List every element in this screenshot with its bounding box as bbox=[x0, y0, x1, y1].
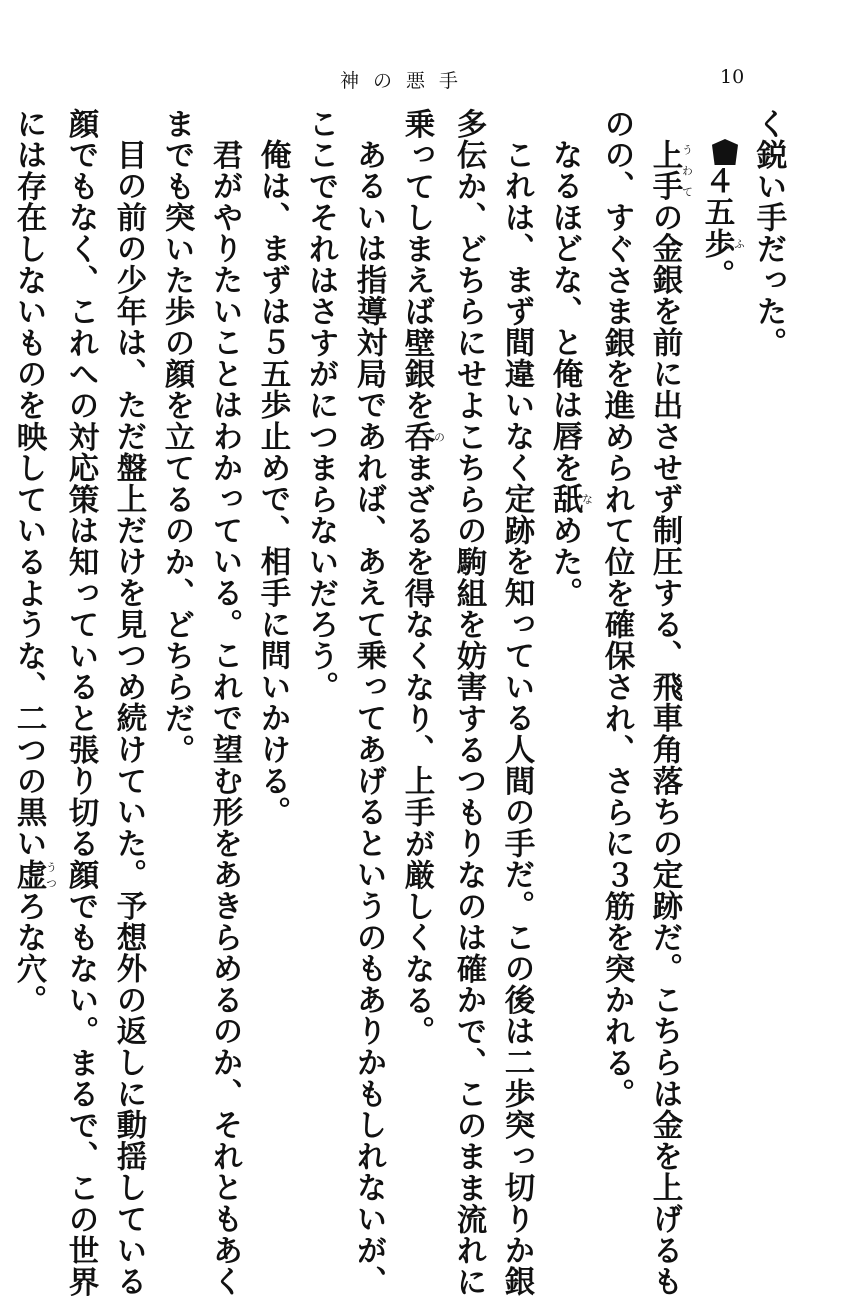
text-line-3: 上手うわての金銀を前に出させず制圧する、飛車角落ちの定跡だ。こちらは金を上げるも bbox=[647, 139, 694, 1297]
text-line-14: 目の前の少年は、ただ盤上だけを見つめ続けていた。予想外の返しに動揺している bbox=[111, 139, 147, 1297]
text-line-5: なるほどな、と俺は唇を舐なめた。 bbox=[547, 139, 594, 609]
text-line-4: のの、すぐさま銀を進められて位を確保され、さらに３筋を突かれる。 bbox=[599, 108, 635, 1110]
text-line-13: までも突いた歩の顔を立てるのか、どちらだ。 bbox=[159, 108, 195, 766]
text-line-10: ここでそれはさすがにつまらないだろう。 bbox=[303, 108, 339, 703]
vertical-body-text bbox=[11, 108, 793, 1297]
ruby-fu: 歩ふ bbox=[699, 227, 746, 259]
text-line-6: これは、まず間違いなく定跡を知っている人間の手だ。この後は二歩突っ切りか銀 bbox=[499, 139, 535, 1297]
ruby-utsu: 虚うつ bbox=[11, 859, 58, 891]
text-line-15: 顔でもなく、これへの対応策は知っていると張り切る顔でもない。まるで、この世界 bbox=[63, 108, 99, 1297]
text-line-1: く鋭い手だった。 bbox=[751, 108, 787, 359]
text-line-7: 多伝か、どちらにせよこちらの駒組を妨害するつもりなのは確かで、このまま流れに bbox=[451, 108, 487, 1297]
move-line bbox=[693, 108, 745, 1118]
text-line-11: 俺は、まずは５五歩止めで、相手に問いかける。 bbox=[255, 139, 291, 828]
ruby-na: 舐な bbox=[547, 483, 594, 515]
text-line-8: 乗ってしまえば壁銀を呑のまざるを得なくなり、上手が厳しくなる。 bbox=[399, 108, 446, 1048]
move-notation: ４五歩ふ。 bbox=[699, 165, 746, 291]
ruby-no: 呑の bbox=[399, 421, 446, 453]
ruby-uwate: 上手うわて bbox=[647, 139, 694, 202]
running-title: 神の悪手 bbox=[340, 70, 473, 92]
page-number: 10 bbox=[720, 66, 745, 88]
gote-piece-icon bbox=[712, 139, 738, 165]
text-line-9: あるいは指導対局であれば、あえて乗ってあげるというのもありかもしれないが、 bbox=[351, 139, 387, 1297]
text-line-16: には存在しないものを映しているような、二つの黒い虚うつろな穴。 bbox=[11, 108, 58, 1016]
text-line-12: 君がやりたいことはわかっている。これで望む形をあきらめるのか、それともあく bbox=[207, 139, 243, 1297]
